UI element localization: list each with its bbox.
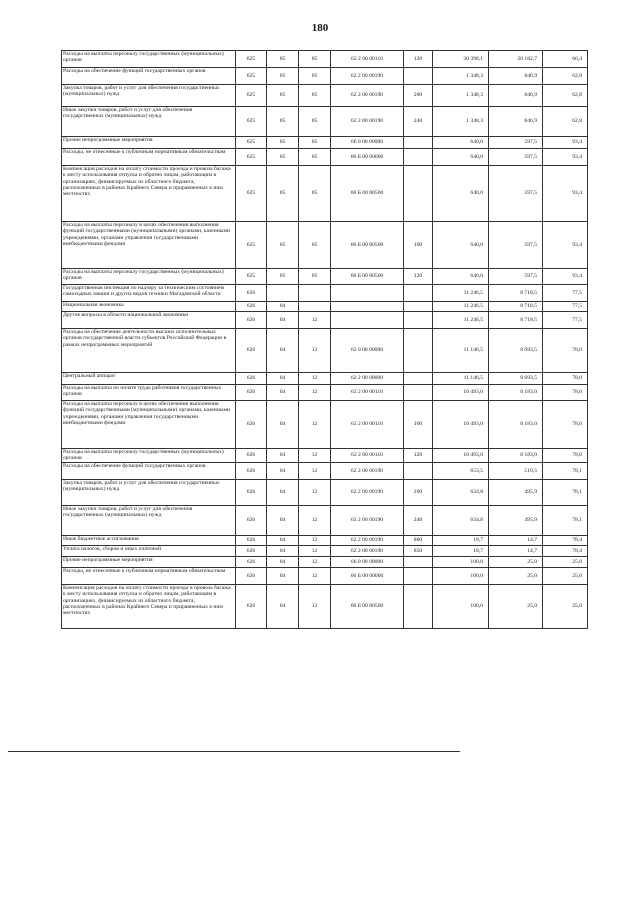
row-grbs: 625 [236,149,267,166]
row-fact-amount: 14,7 [489,546,543,557]
row-grbs: 626 [236,285,267,302]
row-name: Центральный аппарат [62,373,236,385]
row-expense-type: 240 [404,506,433,536]
row-percent: 93,4 [543,222,588,269]
row-fact-amount: 25,0 [489,557,543,568]
row-name: Расходы на выплаты по оплате труда работников государственных органов [62,385,236,401]
row-expense-type: 120 [404,449,433,463]
row-target-article: 62 2 00 00190 [331,546,404,557]
row-fact-amount: 597,5 [489,149,543,166]
row-plan-amount: 11 246,5 [433,302,489,312]
row-expense-type: 120 [404,51,433,68]
row-name: Иные закупки товаров, работ и услуг для обеспечения государственных (муниципальных) нужд [62,506,236,536]
row-plan-amount: 1 348,3 [433,68,489,85]
row-section [267,285,299,302]
row-plan-amount: 640,0 [433,137,489,149]
row-fact-amount: 8 718,5 [489,312,543,329]
row-grbs: 625 [236,166,267,222]
row-percent: 62,8 [543,85,588,107]
row-section: 04 [267,401,299,449]
row-section: 04 [267,546,299,557]
table-row [62,385,588,401]
row-expense-type [404,149,433,166]
row-subsection: 12 [299,401,331,449]
row-grbs: 626 [236,536,267,546]
row-section: 04 [267,463,299,480]
row-percent: 78,0 [543,385,588,401]
row-grbs: 625 [236,269,267,285]
row-target-article: 66 Б 00 00000 [331,568,404,585]
row-grbs: 626 [236,449,267,463]
row-target-article: 62 2 00 00190 [331,68,404,85]
row-plan-amount: 653,5 [433,463,489,480]
table-row [62,107,588,137]
row-section: 04 [267,557,299,568]
row-target-article: 66 0 00 00000 [331,137,404,149]
row-subsection: 12 [299,312,331,329]
row-fact-amount: 597,5 [489,166,543,222]
row-plan-amount: 634,8 [433,506,489,536]
row-percent: 93,4 [543,166,588,222]
table-row [62,51,588,68]
row-section: 05 [267,149,299,166]
row-grbs: 626 [236,401,267,449]
row-fact-amount: 495,9 [489,506,543,536]
table-row [62,68,588,85]
row-grbs: 625 [236,68,267,85]
row-plan-amount: 11 246,5 [433,285,489,302]
row-plan-amount: 11 246,5 [433,312,489,329]
row-target-article: 66 Б 00 80500 [331,585,404,629]
row-subsection: 12 [299,506,331,536]
row-section: 05 [267,137,299,149]
row-fact-amount: 8 183,0 [489,449,543,463]
row-target-article [331,302,404,312]
row-section: 05 [267,68,299,85]
table-row [62,463,588,480]
row-target-article: 66 Б 00 80500 [331,166,404,222]
row-section: 04 [267,302,299,312]
row-target-article: 62 0 00 00000 [331,329,404,373]
row-target-article: 62 2 00 00190 [331,506,404,536]
page-number: 180 [311,22,329,34]
row-fact-amount: 8 183,0 [489,385,543,401]
row-name: Закупка товаров, работ и услуг для обеспечения государственных (муниципальных) нужд [62,480,236,506]
row-section: 05 [267,269,299,285]
row-fact-amount: 8 718,5 [489,302,543,312]
row-plan-amount: 10 493,0 [433,449,489,463]
table-row [62,166,588,222]
row-section: 04 [267,385,299,401]
row-expense-type: 850 [404,546,433,557]
row-plan-amount: 18,7 [433,536,489,546]
row-grbs: 626 [236,506,267,536]
row-name: Государственная инспекция по надзору за техническим состоянием самоходных машин и других видов техники Магаданской области [62,285,236,302]
row-name: Расходы на выплаты персоналу государственных (муниципальных) органов [62,269,236,285]
row-fact-amount: 8 693,5 [489,373,543,385]
row-section: 05 [267,166,299,222]
table-row [62,312,588,329]
row-name: Прочие непрограммные мероприятия [62,557,236,568]
row-grbs: 626 [236,568,267,585]
table-row [62,269,588,285]
row-plan-amount: 30 398,1 [433,51,489,68]
row-grbs: 626 [236,480,267,506]
row-name: Компенсация расходов на оплату стоимости проезда и провоза багажа к месту использования отпуска и обратно лицам, работающим в организациях, финансируемых из областного бюджета, расположенных в районах Крайнего Севера и приравненных к ним местностях [62,585,236,629]
row-subsection [299,285,331,302]
row-expense-type [404,312,433,329]
row-expense-type [404,585,433,629]
row-percent: 62,8 [543,68,588,85]
table-row [62,137,588,149]
table-row [62,449,588,463]
row-plan-amount: 1 348,3 [433,107,489,137]
row-expense-type [404,137,433,149]
row-grbs: 626 [236,557,267,568]
row-subsection: 12 [299,557,331,568]
row-subsection: 05 [299,51,331,68]
row-plan-amount: 100,0 [433,568,489,585]
row-percent: 25,0 [543,568,588,585]
row-subsection: 12 [299,546,331,557]
row-section: 05 [267,107,299,137]
row-target-article: 66 Б 00 00000 [331,149,404,166]
table-row [62,480,588,506]
row-percent: 77,5 [543,312,588,329]
row-expense-type [404,166,433,222]
row-fact-amount: 8 183,0 [489,401,543,449]
row-subsection: 12 [299,568,331,585]
row-subsection: 05 [299,85,331,107]
row-plan-amount: 640,0 [433,149,489,166]
row-name: Расходы на выплаты персоналу в целях обеспечения выполнения функций государственными (муниципальными) органами, казенными учреждениями, органами управления государственными внебюджетными фондами [62,222,236,269]
bottom-rule [8,751,460,752]
row-name: Расходы, не отнесенные к публичным нормативным обязательствам [62,568,236,585]
row-expense-type [404,568,433,585]
row-target-article: 62 2 00 00110 [331,401,404,449]
row-fact-amount: 495,9 [489,480,543,506]
table-row [62,401,588,449]
row-fact-amount: 597,5 [489,269,543,285]
row-name: Расходы на обеспечение функций государственных органов [62,463,236,480]
row-plan-amount: 1 348,3 [433,85,489,107]
row-section: 04 [267,536,299,546]
row-name: Компенсация расходов на оплату стоимости проезда и провоза багажа к месту использования отпуска и обратно лицам, работающим в организациях, финансируемых из областного бюджета, расположенных в районах Крайнего Севера и приравненных к ним местностях [62,166,236,222]
row-target-article: 62 2 00 00190 [331,85,404,107]
row-plan-amount: 634,8 [433,480,489,506]
row-expense-type [404,285,433,302]
row-grbs: 625 [236,51,267,68]
row-target-article: 62 2 00 00190 [331,536,404,546]
row-section: 05 [267,85,299,107]
row-expense-type: 200 [404,480,433,506]
row-subsection: 05 [299,107,331,137]
row-fact-amount: 510,5 [489,463,543,480]
row-percent: 25,0 [543,585,588,629]
row-subsection: 05 [299,222,331,269]
row-subsection: 05 [299,269,331,285]
row-plan-amount: 10 493,0 [433,385,489,401]
row-fact-amount: 597,5 [489,137,543,149]
row-grbs: 626 [236,463,267,480]
row-plan-amount: 18,7 [433,546,489,557]
row-fact-amount: 25,0 [489,585,543,629]
row-subsection: 12 [299,480,331,506]
row-subsection: 05 [299,68,331,85]
row-percent: 77,5 [543,302,588,312]
row-percent: 78,1 [543,480,588,506]
row-grbs: 625 [236,85,267,107]
row-subsection: 12 [299,385,331,401]
row-section: 04 [267,373,299,385]
row-percent: 78,1 [543,506,588,536]
row-name: Расходы на обеспечение деятельности высших исполнительных органов государственной власти субъектов Российской Федерации в рамках непрограммных мероприятий [62,329,236,373]
row-fact-amount: 14,7 [489,536,543,546]
row-target-article: 62 2 00 00110 [331,449,404,463]
row-section: 04 [267,568,299,585]
row-expense-type [404,385,433,401]
budget-table [61,50,588,629]
row-plan-amount: 10 493,0 [433,401,489,449]
row-plan-amount: 640,0 [433,222,489,269]
row-subsection: 12 [299,449,331,463]
row-subsection [299,302,331,312]
row-expense-type: 120 [404,269,433,285]
table-row [62,546,588,557]
row-target-article: 66 Б 00 80500 [331,269,404,285]
row-expense-type [404,302,433,312]
row-percent: 78,4 [543,536,588,546]
row-name: Закупка товаров, работ и услуг для обеспечения государственных (муниципальных) нужд [62,85,236,107]
row-name: Расходы на выплаты персоналу государственных (муниципальных) органов [62,449,236,463]
row-percent: 93,4 [543,269,588,285]
row-expense-type [404,373,433,385]
row-target-article: 62 2 00 00190 [331,463,404,480]
row-name: Расходы на выплаты персоналу государственных (муниципальных) органов [62,51,236,68]
row-grbs: 626 [236,312,267,329]
row-target-article: 66 0 00 00000 [331,557,404,568]
row-target-article: 62 2 00 00190 [331,480,404,506]
row-name: Иные бюджетные ассигнования [62,536,236,546]
table-row [62,222,588,269]
row-plan-amount: 640,0 [433,166,489,222]
row-name: Другие вопросы в области национальной экономики [62,312,236,329]
row-subsection: 05 [299,166,331,222]
row-grbs: 626 [236,585,267,629]
row-expense-type [404,329,433,373]
table-row [62,557,588,568]
row-subsection: 12 [299,536,331,546]
table-row [62,585,588,629]
row-name: Уплата налогов, сборов и иных платежей [62,546,236,557]
row-percent: 62,8 [543,107,588,137]
row-grbs: 626 [236,385,267,401]
row-grbs: 626 [236,373,267,385]
row-subsection: 12 [299,329,331,373]
row-expense-type: 100 [404,222,433,269]
row-fact-amount: 20 182,7 [489,51,543,68]
row-plan-amount: 11 146,5 [433,373,489,385]
row-target-article: 62 2 00 00000 [331,373,404,385]
row-percent: 77,5 [543,285,588,302]
row-percent: 78,0 [543,401,588,449]
row-section: 04 [267,506,299,536]
row-percent: 78,1 [543,463,588,480]
row-subsection: 12 [299,585,331,629]
row-expense-type: 200 [404,85,433,107]
row-fact-amount: 846,9 [489,107,543,137]
row-section: 04 [267,480,299,506]
row-subsection: 12 [299,373,331,385]
row-fact-amount: 25,0 [489,568,543,585]
table-row [62,536,588,546]
row-target-article [331,285,404,302]
row-plan-amount: 100,0 [433,585,489,629]
row-fact-amount: 846,9 [489,85,543,107]
table-row [62,373,588,385]
row-grbs: 625 [236,137,267,149]
row-section: 05 [267,51,299,68]
row-percent: 93,4 [543,149,588,166]
row-plan-amount: 640,0 [433,269,489,285]
row-section: 04 [267,449,299,463]
row-percent: 66,4 [543,51,588,68]
row-percent: 78,4 [543,546,588,557]
row-expense-type: 100 [404,401,433,449]
row-target-article: 62 2 00 00110 [331,385,404,401]
row-name: Прочие непрограммные мероприятия [62,137,236,149]
row-grbs: 625 [236,107,267,137]
row-expense-type [404,557,433,568]
table-row [62,149,588,166]
row-percent: 78,0 [543,449,588,463]
row-expense-type [404,68,433,85]
table-row [62,506,588,536]
row-grbs: 626 [236,302,267,312]
row-subsection: 12 [299,463,331,480]
row-name: Расходы на выплаты персоналу в целях обеспечения выполнения функций государственными (муниципальными) органами, казенными учреждениями, органами управления государственными внебюджетными фондами [62,401,236,449]
row-percent: 78,0 [543,329,588,373]
row-fact-amount: 846,9 [489,68,543,85]
table-row [62,285,588,302]
row-section: 04 [267,312,299,329]
row-name: Иные закупки товаров, работ и услуг для обеспечения государственных (муниципальных) нужд [62,107,236,137]
row-target-article: 62 2 00 00110 [331,51,404,68]
row-grbs: 625 [236,222,267,269]
row-fact-amount: 8 693,5 [489,329,543,373]
row-expense-type [404,463,433,480]
row-plan-amount: 11 146,5 [433,329,489,373]
row-grbs: 626 [236,546,267,557]
row-name: Расходы, не отнесенные к публичным нормативным обязательствам [62,149,236,166]
row-percent: 78,0 [543,373,588,385]
table-row [62,329,588,373]
row-section: 04 [267,585,299,629]
row-subsection: 05 [299,149,331,166]
row-target-article: 66 Б 00 80500 [331,222,404,269]
row-section: 04 [267,329,299,373]
table-row [62,302,588,312]
row-plan-amount: 100,0 [433,557,489,568]
row-fact-amount: 597,5 [489,222,543,269]
row-fact-amount: 8 718,5 [489,285,543,302]
row-section: 05 [267,222,299,269]
row-expense-type: 240 [404,107,433,137]
table-row [62,568,588,585]
row-expense-type: 800 [404,536,433,546]
table-row [62,85,588,107]
row-name: Расходы на обеспечение функций государственных органов [62,68,236,85]
row-target-article [331,312,404,329]
row-percent: 93,4 [543,137,588,149]
row-subsection: 05 [299,137,331,149]
row-name: Национальная экономика [62,302,236,312]
row-percent: 25,0 [543,557,588,568]
row-target-article: 62 2 00 00190 [331,107,404,137]
row-grbs: 626 [236,329,267,373]
